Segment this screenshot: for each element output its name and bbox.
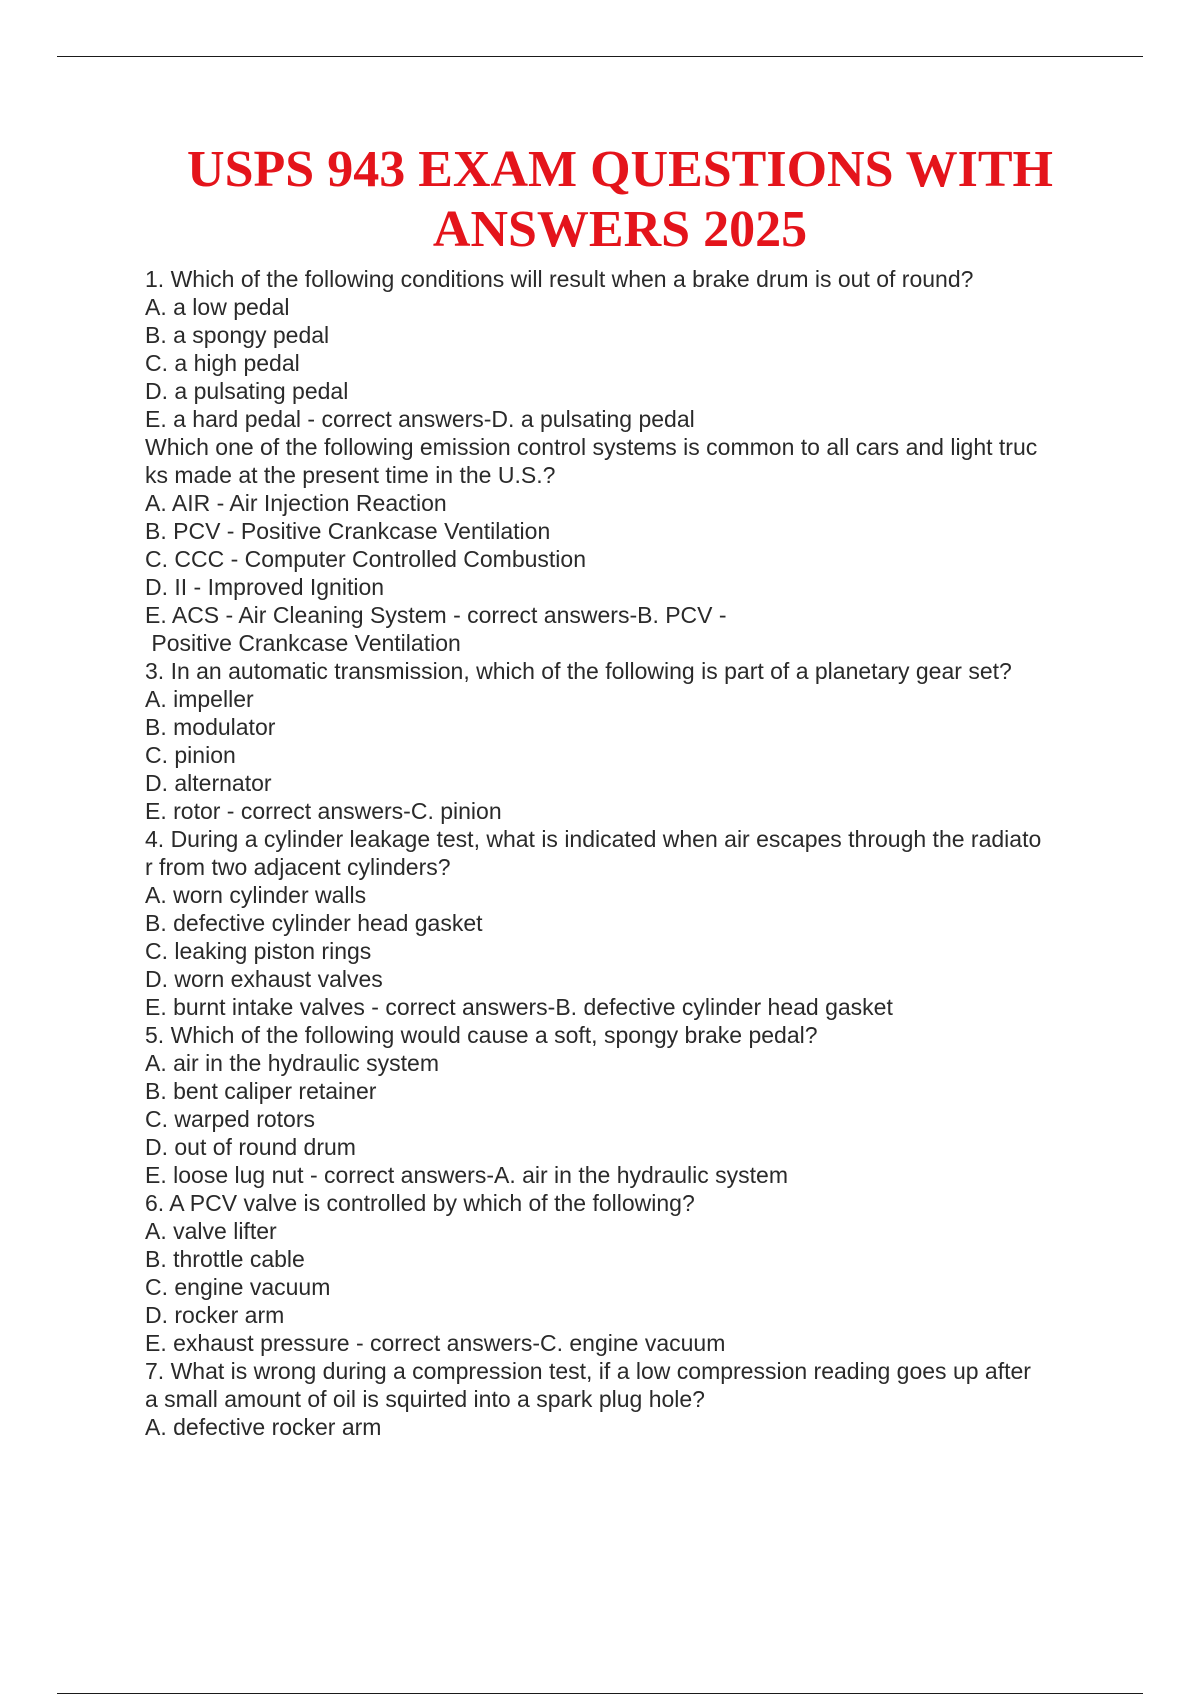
text-line: 5. Which of the following would cause a soft, spongy brake pedal? (145, 1022, 818, 1048)
text-line: D. out of round drum (145, 1134, 356, 1160)
text-line: E. exhaust pressure - correct answers-C. engine vacuum (145, 1330, 726, 1356)
title-line-1: USPS 943 EXAM QUESTIONS WITH (187, 141, 1053, 198)
text-line: 1. Which of the following conditions will result when a brake drum is out of round? (145, 266, 974, 292)
text-line: E. a hard pedal - correct answers-D. a pulsating pedal (145, 406, 695, 432)
text-line: D. rocker arm (145, 1302, 285, 1328)
text-line: r from two adjacent cylinders? (145, 854, 451, 880)
text-line: A. a low pedal (145, 294, 290, 320)
text-line: E. loose lug nut - correct answers-A. air in the hydraulic system (145, 1162, 788, 1188)
text-line: D. worn exhaust valves (145, 966, 383, 992)
text-line: C. warped rotors (145, 1106, 316, 1132)
text-line: B. a spongy pedal (145, 322, 330, 348)
text-line: D. a pulsating pedal (145, 378, 349, 404)
bottom-rule (57, 1693, 1143, 1694)
text-line: C. CCC - Computer Controlled Combustion (145, 546, 586, 572)
text-line: 3. In an automatic transmission, which of the following is part of a planetary gear set? (145, 658, 1012, 684)
text-line: D. alternator (145, 770, 272, 796)
text-line: A. defective rocker arm (145, 1414, 382, 1440)
text-line: A. impeller (145, 686, 254, 712)
text-line: E. ACS - Air Cleaning System - correct answers-B. PCV - (145, 602, 727, 628)
text-line: A. AIR - Air Injection Reaction (145, 490, 447, 516)
text-line: C. a high pedal (145, 350, 300, 376)
text-line: B. bent caliper retainer (145, 1078, 377, 1104)
text-line: Which one of the following emission control systems is common to all cars and light truc (145, 434, 1038, 460)
text-line: C. engine vacuum (145, 1274, 331, 1300)
text-line: E. rotor - correct answers-C. pinion (145, 798, 502, 824)
text-line: B. throttle cable (145, 1246, 305, 1272)
question-body (145, 265, 1105, 1441)
text-line: ks made at the present time in the U.S.? (145, 462, 556, 488)
text-line: D. II - Improved Ignition (145, 574, 385, 600)
text-line: Positive Crankcase Ventilation (145, 630, 461, 656)
top-rule (57, 56, 1143, 57)
text-line: A. valve lifter (145, 1218, 277, 1244)
text-line: 4. During a cylinder leakage test, what is indicated when air escapes through the radiato (145, 826, 1042, 852)
text-line: E. burnt intake valves - correct answers-B. defective cylinder head gasket (145, 994, 893, 1020)
text-line: C. leaking piston rings (145, 938, 372, 964)
title-line-2: ANSWERS 2025 (432, 201, 808, 258)
text-line: a small amount of oil is squirted into a spark plug hole? (145, 1386, 705, 1412)
text-line: A. air in the hydraulic system (145, 1050, 440, 1076)
text-line: B. PCV - Positive Crankcase Ventilation (145, 518, 551, 544)
text-line: 6. A PCV valve is controlled by which of the following? (145, 1190, 695, 1216)
text-line: B. modulator (145, 714, 276, 740)
text-line: 7. What is wrong during a compression test, if a low compression reading goes up after (145, 1358, 1031, 1384)
document-title (140, 140, 1100, 260)
text-line: A. worn cylinder walls (145, 882, 367, 908)
text-line: B. defective cylinder head gasket (145, 910, 483, 936)
text-line: C. pinion (145, 742, 236, 768)
